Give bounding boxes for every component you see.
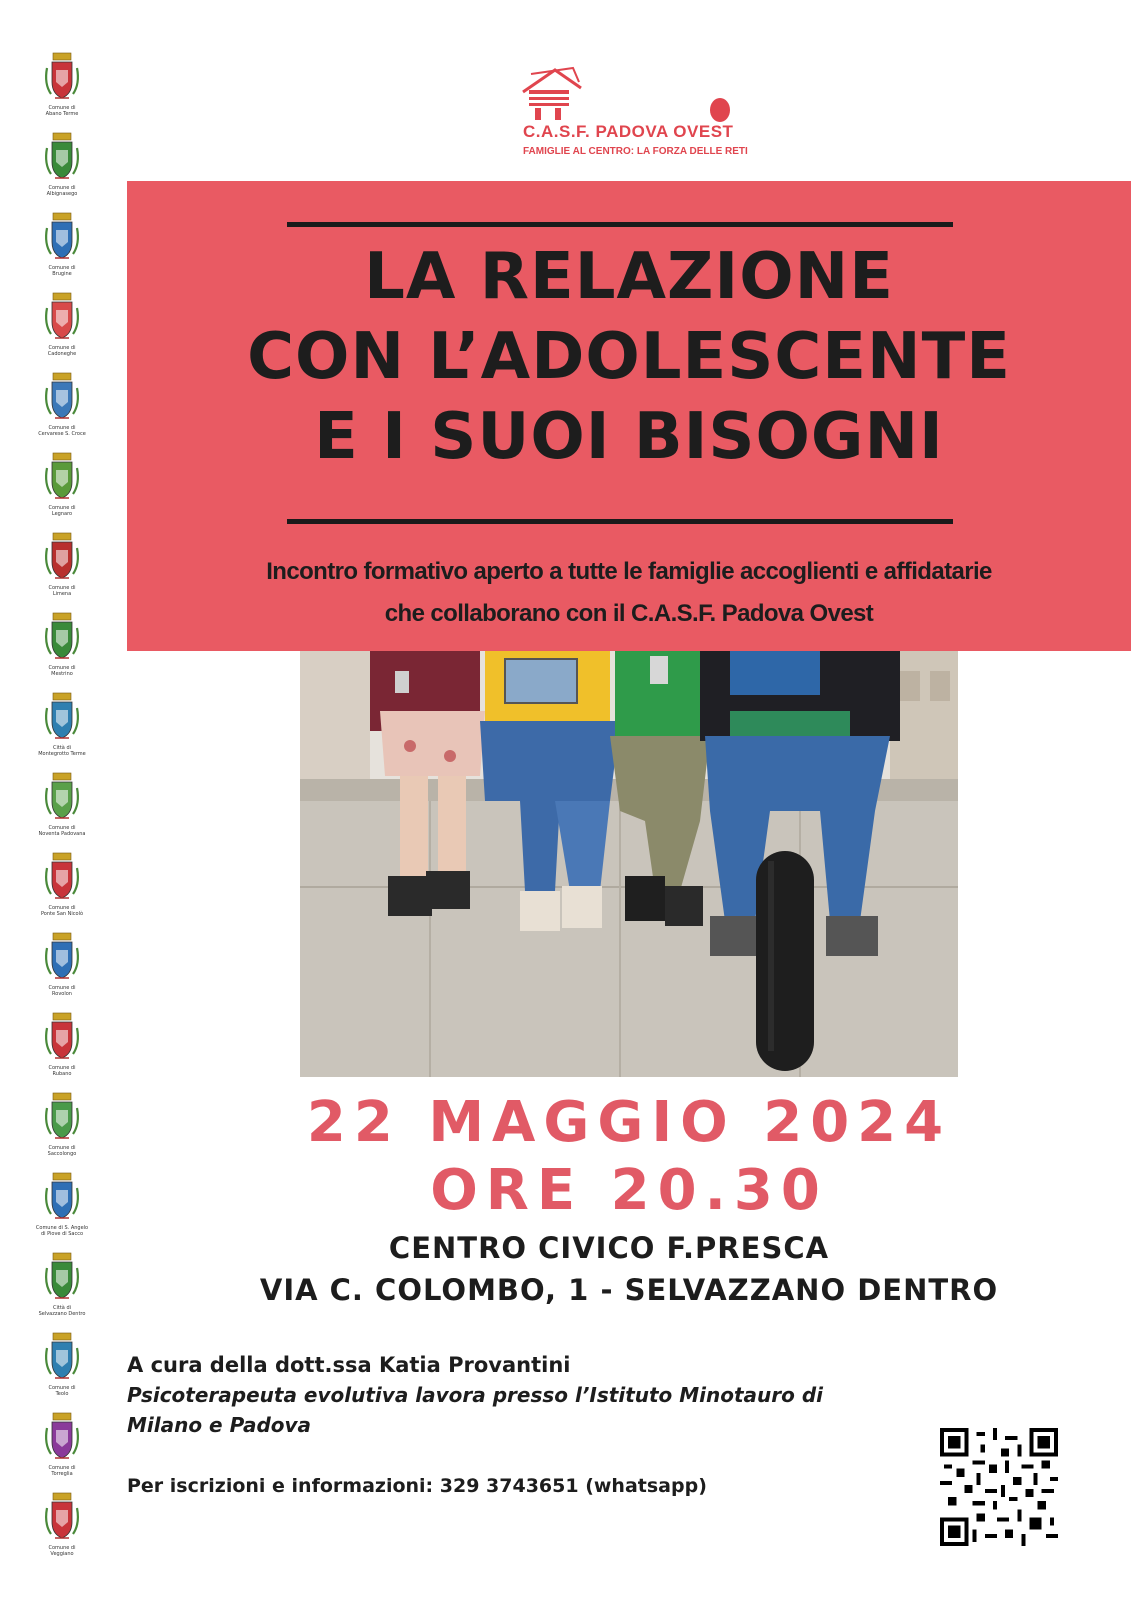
municipality-crest [30,212,94,292]
crest-caption-line-2: Rovolon [52,991,72,997]
coat-of-arms-icon [41,852,83,904]
municipality-crest [30,612,94,692]
crest-caption-line-1: Comune di [48,265,76,271]
teenagers-photo [300,651,958,1077]
crest-caption-line-1: Comune di [48,1545,76,1551]
municipality-crest [30,1252,94,1332]
crest-caption-line-1: Città di [52,1305,72,1311]
municipality-crest [30,292,94,372]
event-location [127,1227,1131,1311]
crest-caption-line-1: Comune di [48,345,76,351]
title-banner [127,181,1131,651]
municipality-crest [30,1092,94,1172]
crest-caption [30,825,94,837]
crest-caption [30,985,94,997]
coat-of-arms-icon [41,532,83,584]
crest-caption [30,585,94,597]
crest-caption-line-1: Comune di [48,1465,76,1471]
crest-caption-line-1: Comune di [48,665,76,671]
event-title [127,237,1131,477]
crest-caption-line-2: Teolo [55,1391,69,1397]
coat-of-arms-icon [41,612,83,664]
crest-caption-line-2: Cervarese S. Croce [38,431,86,437]
crest-caption [30,1385,94,1397]
municipality-crest [30,932,94,1012]
banner-rule-bottom [287,519,953,524]
coat-of-arms-icon [41,1332,83,1384]
coat-of-arms-icon [41,452,83,504]
title-line-1: LA RELAZIONE [364,240,894,314]
coat-of-arms-icon [41,292,83,344]
crest-caption-line-1: Comune di [48,185,76,191]
crest-caption-line-2: Legnaro [51,511,73,517]
crest-caption-line-1: Comune di [48,1145,76,1151]
crest-caption-line-1: Comune di [48,985,76,991]
municipality-crest [30,1492,94,1572]
crest-caption-line-2: Rubano [52,1071,72,1077]
speaker-role-line-2: Milano e Padova [127,1413,312,1437]
crest-caption [30,1305,94,1317]
crest-caption [30,905,94,917]
crest-caption-line-2: Abano Terme [45,111,79,117]
crest-caption [30,1065,94,1077]
coat-of-arms-icon [41,132,83,184]
house-balloon-logo-icon [515,62,755,122]
municipality-crest [30,1332,94,1412]
coat-of-arms-icon [41,772,83,824]
crest-caption [30,345,94,357]
crest-caption-line-1: Città di [52,745,72,751]
crest-caption [30,425,94,437]
crest-caption-line-2: Selvazzano Dentro [38,1311,86,1317]
speaker-name: A cura della dott.ssa Katia Provantini [127,1353,571,1377]
municipality-crest [30,1412,94,1492]
crest-caption [30,665,94,677]
crest-caption-line-1: Comune di [48,905,76,911]
crest-caption-line-1: Comune di [48,425,76,431]
title-line-3: E I SUOI BISOGNI [314,400,944,474]
municipality-crests [30,52,94,1572]
coat-of-arms-icon [41,1252,83,1304]
coat-of-arms-icon [41,372,83,424]
crest-caption [30,505,94,517]
title-line-2: CON L’ADOLESCENTE [247,320,1011,394]
event-datetime [127,1088,1131,1224]
crest-caption-line-1: Comune di S. Angelo [35,1225,89,1231]
coat-of-arms-icon [41,692,83,744]
coat-of-arms-icon [41,212,83,264]
crest-caption-line-2: Saccolongo [47,1151,77,1157]
crest-caption-line-2: Veggiano [50,1551,74,1557]
crest-caption-line-2: Cadoneghe [47,351,77,357]
crest-caption-line-2: Ponte San Nicolò [40,911,84,917]
crest-caption-line-1: Comune di [48,825,76,831]
crest-caption-line-2: Torreglia [51,1471,73,1477]
event-subtitle [127,551,1131,635]
crest-caption [30,185,94,197]
municipality-crest [30,532,94,612]
casf-logo [515,62,755,172]
crest-caption [30,105,94,117]
municipality-crest [30,1012,94,1092]
logo-tagline: FAMIGLIE AL CENTRO: LA FORZA DELLE RETI [523,146,748,157]
crest-caption [30,745,94,757]
crest-caption [30,1465,94,1477]
crest-caption-line-2: Brugine [52,271,72,277]
crest-caption-line-2: Albignasego [46,191,78,197]
event-date: 22 MAGGIO 2024 [306,1090,952,1155]
coat-of-arms-icon [41,1492,83,1544]
crest-caption-line-2: Montegrotto Terme [38,751,86,757]
qr-code[interactable] [940,1428,1058,1546]
municipality-crest [30,772,94,852]
municipality-crest [30,52,94,132]
coat-of-arms-icon [41,1172,83,1224]
crest-caption-line-1: Comune di [48,1065,76,1071]
crest-caption-line-1: Comune di [48,1385,76,1391]
municipality-crest [30,1172,94,1252]
event-venue: CENTRO CIVICO F.PRESCA [388,1231,830,1265]
municipality-crest [30,852,94,932]
banner-rule-top [287,222,953,227]
crest-caption [30,1225,94,1237]
crest-caption-line-2: Mestrino [51,671,73,677]
subtitle-line-1: Incontro formativo aperto a tutte le famiglie accoglienti e affidatarie [266,558,992,585]
crest-caption-line-1: Comune di [48,585,76,591]
crest-caption-line-2: Noventa Padovana [38,831,86,837]
crest-caption [30,265,94,277]
coat-of-arms-icon [41,52,83,104]
coat-of-arms-icon [41,1012,83,1064]
subtitle-line-2: che collaborano con il C.A.S.F. Padova Ovest [384,600,874,627]
crest-caption-line-2: di Piove di Sacco [40,1231,84,1237]
contact-info: Per iscrizioni e informazioni: 329 3743651 (whatsapp) [127,1475,707,1497]
qr-code-icon [940,1428,1058,1546]
event-time: ORE 20.30 [430,1158,828,1223]
coat-of-arms-icon [41,1412,83,1464]
speaker-role-line-1: Psicoterapeuta evolutiva lavora presso l’Istituto Minotauro di [127,1383,824,1407]
speaker-info [127,1350,927,1440]
municipality-crest [30,692,94,772]
municipality-crest [30,372,94,452]
event-address: VIA C. COLOMBO, 1 - SELVAZZANO DENTRO [259,1273,999,1307]
municipality-crest [30,132,94,212]
crest-caption-line-1: Comune di [48,505,76,511]
logo-name: C.A.S.F. PADOVA OVEST [523,122,734,141]
crest-caption-line-1: Comune di [48,105,76,111]
municipality-crest [30,452,94,532]
coat-of-arms-icon [41,1092,83,1144]
coat-of-arms-icon [41,932,83,984]
crest-caption [30,1545,94,1557]
crest-caption-line-2: Limena [52,591,72,597]
crest-caption [30,1145,94,1157]
